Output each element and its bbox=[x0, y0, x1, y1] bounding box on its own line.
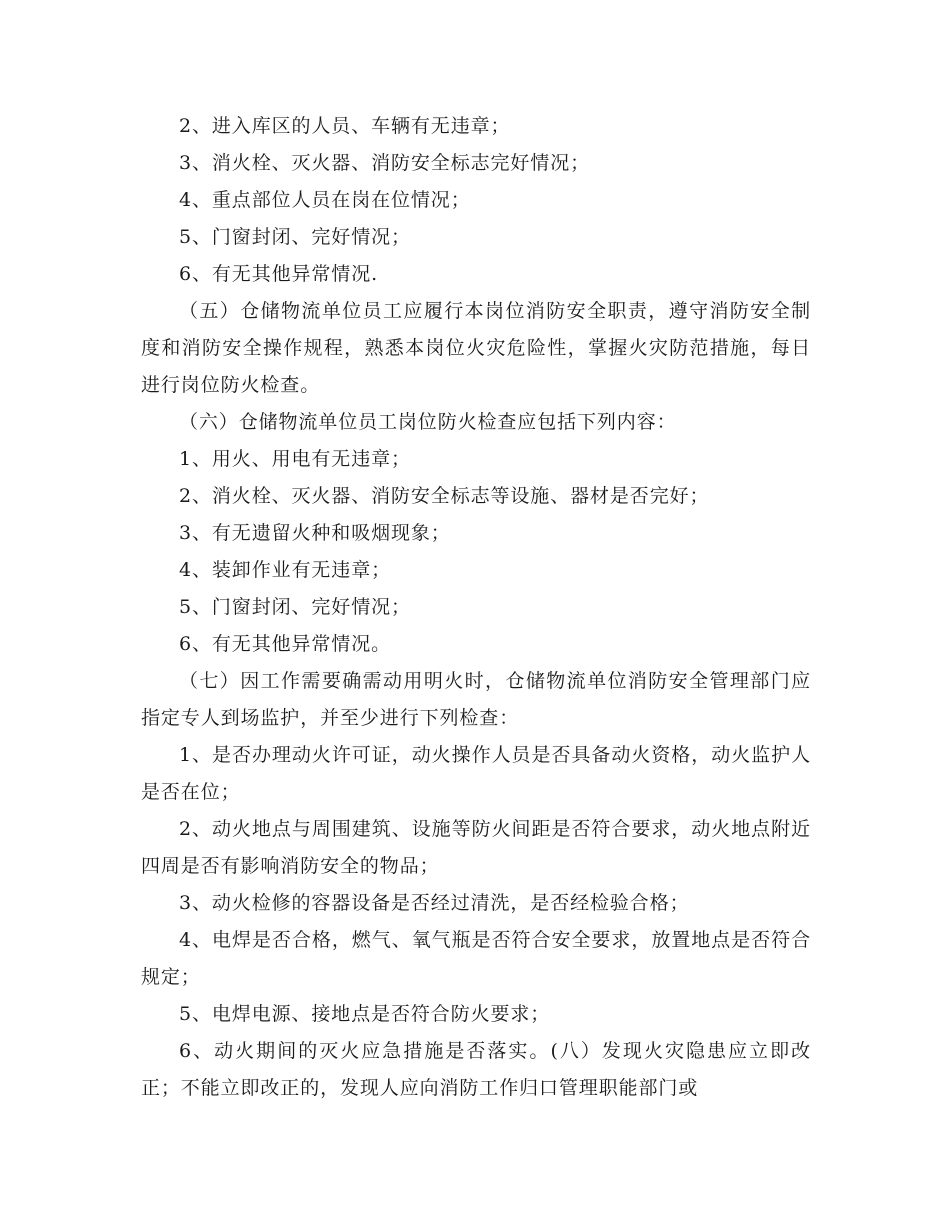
paragraph-fire-check-4: 4、电焊是否合格，燃气、氧气瓶是否符合安全要求，放置地点是否符合规定； bbox=[141, 929, 811, 988]
paragraph-check-3: 3、有无遗留火种和吸烟现象； bbox=[179, 522, 451, 544]
paragraph-item-4: 4、重点部位人员在岗在位情况； bbox=[179, 189, 471, 211]
document-body bbox=[141, 108, 811, 1107]
paragraph-section-5: （五）仓储物流单位员工应履行本岗位消防安全职责，遵守消防安全制度和消防安全操作规程，熟悉本岗位火灾危险性，掌握火灾防范措施，每日进行岗位防火检查。 bbox=[141, 300, 811, 396]
paragraph-check-5: 5、门窗封闭、完好情况； bbox=[179, 596, 411, 618]
paragraph-fire-check-6: 6、动火期间的灭火应急措施是否落实。(八）发现火灾隐患应立即改正；不能立即改正的，发现人应向消防工作归口管理职能部门或 bbox=[141, 1040, 811, 1099]
paragraph-fire-check-3: 3、动火检修的容器设备是否经过清洗，是否经检验合格； bbox=[179, 892, 690, 914]
paragraph-item-6: 6、有无其他异常情况. bbox=[179, 263, 379, 285]
paragraph-check-1: 1、用火、用电有无违章； bbox=[179, 448, 411, 470]
paragraph-fire-check-2: 2、动火地点与周围建筑、设施等防火间距是否符合要求，动火地点附近四周是否有影响消防安全的物品； bbox=[141, 818, 811, 877]
paragraph-check-2: 2、消火栓、灭火器、消防安全标志等设施、器材是否完好； bbox=[179, 485, 710, 507]
paragraph-item-2: 2、进入库区的人员、车辆有无违章； bbox=[179, 115, 511, 137]
paragraph-item-3: 3、消火栓、灭火器、消防安全标志完好情况； bbox=[179, 152, 590, 174]
paragraph-check-6: 6、有无其他异常情况。 bbox=[179, 633, 391, 655]
paragraph-fire-check-5: 5、电焊电源、接地点是否符合防火要求； bbox=[179, 1003, 551, 1025]
paragraph-section-7: （七）因工作需要确需动用明火时，仓储物流单位消防安全管理部门应指定专人到场监护，并至少进行下列检查： bbox=[141, 670, 811, 729]
paragraph-check-4: 4、装卸作业有无违章； bbox=[179, 559, 391, 581]
paragraph-section-6: （六）仓储物流单位员工岗位防火检查应包括下列内容： bbox=[179, 411, 677, 433]
paragraph-fire-check-1: 1、是否办理动火许可证，动火操作人员是否具备动火资格，动火监护人是否在位； bbox=[141, 744, 811, 803]
paragraph-item-5: 5、门窗封闭、完好情况； bbox=[179, 226, 411, 248]
